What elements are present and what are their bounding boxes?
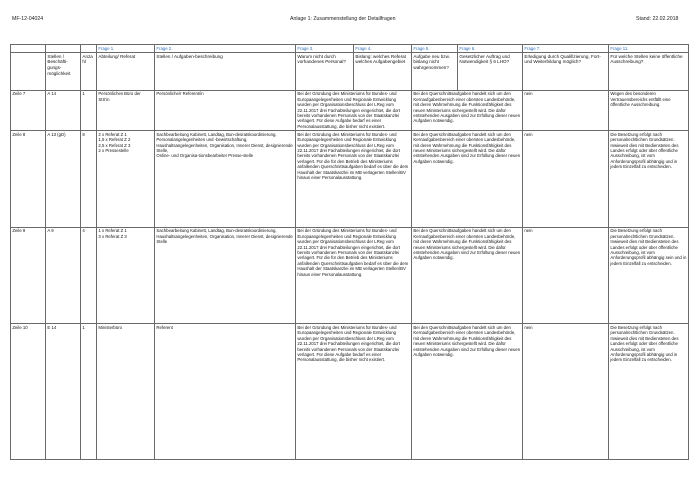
abteilung-cell: Persönliches Büro der StS'in xyxy=(97,90,155,130)
aufgaben-cell: Referent xyxy=(155,324,296,460)
ausschreibung-cell: Wegen des besonderen Vertrauensbereichs entfällt eine öffentliche Ausschreibung. xyxy=(609,90,689,130)
empty-cell xyxy=(46,45,81,53)
document-title: Anlage 1: Zusammenstellung der Detailfragen xyxy=(290,16,396,22)
warum-cell: Bei der Gründung des Ministeriums für Bundes- und Europaangelegenheiten und Regionale Entwicklung wurden per Organisationsbeschluss der LReg vom 22.11.2017 drei Fachabteilungen eingerichtet, die dort bereits vorhandenen Personals von der Staatskanzlei verlagert. Für die für den Betrieb des Ministeriums anfallenden Querschnittsaufgaben bedarf es über die dem Haushalt der Staatskanzlei im MB verlagerten Stellen/BV hinaus einer Personalausstattung. xyxy=(296,131,412,228)
anzahl-cell: 1 xyxy=(81,324,97,460)
neu-cell: Bei den Querschnittsaufgaben handelt sich um den Kernaufgabenbereich einer obersten Landesbehörde, mit deren Wahrnehmung die Funktionsfähigkeit des neuen Ministeriums sichergestellt wird. Die dafür entstehenden Ausgaben sind zur Erfüllung dieser neuen Aufgaben notwendig. xyxy=(412,131,523,228)
frage-label-row xyxy=(11,45,689,53)
warum-cell: Bei der Gründung des Ministeriums für Bundes- und Europaangelegenheiten und Regionale Entwicklung wurden per Organisationsbeschluss der LReg vom 22.11.2017 drei Fachabteilungen eingerichtet, die dort bereits vorhandenen Personals von der Staatskanzlei verlagert. Für diese Aufgabe bedarf es einer Personalausstattung, die bisher nicht existiert. xyxy=(296,324,412,460)
abteilung-cell: 2 x Referat Z 1 1,5 x Referat Z 2 2,5 x Referat Z 3 2 x Pressestelle xyxy=(97,131,155,228)
warum-cell: Bei der Gründung des Ministeriums für Bundes- und Europaangelegenheiten und Regionale Entwicklung wurden per Organisationsbeschluss der LReg vom 22.11.2017 drei Fachabteilungen eingerichtet, die dort bereits vorhandenen Personals von der Staatskanzlei verlagert. Für die für den Betrieb des Ministeriums anfallenden Querschnittsaufgaben bedarf es über die dem Haushalt der Staatskanzlei im MB verlagerten Stellen/BV hinaus einer Personalausstattung. xyxy=(296,227,412,324)
frage-label: Frage 3. xyxy=(296,45,354,53)
column-header-erledigung: Erledigung durch Qualifizierung, Fort- und Weiterbildung möglich? xyxy=(523,53,609,91)
frage-label: Frage 1. xyxy=(97,45,155,53)
frage-label: Frage 4. xyxy=(354,45,412,53)
frage-label: Frage 11. xyxy=(609,45,689,53)
stelle-cell: A 14 xyxy=(46,90,81,130)
table-row xyxy=(11,324,689,460)
aufgaben-cell: Sachbearbeitung Kabinett, Landtag, Bun-desratskoordinierung, Personalangelegenheiten und -bewirtschaftung, Haushaltsangelegenheiten, Organisation, Innerer Dienst, designierende Stelle, Online- und Organisa-tionsbearbeiter Presse-stelle xyxy=(155,131,296,228)
erledigung-cell: nein xyxy=(523,227,609,324)
neu-cell: Bei den Querschnittsaufgaben handelt sich um den Kernaufgabenbereich einer obersten Landesbehörde, mit deren Wahrnehmung die Funktionsfähigkeit des neuen Ministeriums sichergestellt wird. Die dafür entstehenden Ausgaben sind zur Erfüllung dieser neuen Aufgaben notwendig. xyxy=(412,324,523,460)
row-label: Zeile 10 xyxy=(11,324,46,460)
column-header-abteilung: Abteilung/ Referat xyxy=(97,53,155,91)
warum-cell: Bei der Gründung des Ministeriums für Bundes- und Europaangelegenheiten und Regionale Entwicklung wurden per Organisationsbeschluss der LReg vom 22.11.2017 drei Fachabteilungen eingerichtet, die dort bereits vorhandenen Personals von der Staatskanzlei verlagert. Für diese Aufgabe bedarf es einer Personalausstattung, die bisher nicht existiert. xyxy=(296,90,412,130)
frage-label: Frage 2. xyxy=(155,45,296,53)
aufgaben-cell: Persönliche/r Referent/in xyxy=(155,90,296,130)
table-row xyxy=(11,90,689,130)
stelle-cell: E 14 xyxy=(46,324,81,460)
anzahl-cell: 1 xyxy=(81,90,97,130)
row-label: Zeile 9 xyxy=(11,227,46,324)
column-header-auftrag: Gesetzlicher Auftrag und Notwendigkeit § 6 LHO? xyxy=(458,53,523,91)
stelle-cell: A 9 xyxy=(46,227,81,324)
neu-cell: Bei den Querschnittsaufgaben handelt sich um den Kernaufgabenbereich einer obersten Landesbehörde, mit deren Wahrnehmung die Funktionsfähigkeit des neuen Ministeriums sichergestellt wird. Die dafür entstehenden Ausgaben sind zur Erfüllung dieser neuen Aufgaben notwendig. xyxy=(412,90,523,130)
frage-label: Frage 6. xyxy=(458,45,523,53)
anzahl-cell: 4 xyxy=(81,227,97,324)
column-header-neu: Aufgabe neu bzw. bislang nicht wahrgenommen? xyxy=(412,53,458,91)
empty-cell xyxy=(81,45,97,53)
table-row xyxy=(11,131,689,228)
ausschreibung-cell: Die Besetzung erfolgt nach personalrechtlichen Grundsätzen. Inwieweit dies mit Bediensteten des Landes erfolgt oder über öffentliche Ausschreibung, ist vom Anforderungsprofil abhängig sein und in jedem Einzelfall zu entscheiden. xyxy=(609,227,689,324)
anzahl-cell: 8 xyxy=(81,131,97,228)
frage-label: Frage 7. xyxy=(523,45,609,53)
table-row xyxy=(11,227,689,324)
column-header-anzahl: Anzahl xyxy=(81,53,97,91)
document-date: Stand: 22.02.2018 xyxy=(636,16,679,22)
empty-cell xyxy=(11,45,46,53)
column-header-stellen: Stellen / Beschäfti-gungs-möglichkeit xyxy=(46,53,81,91)
detail-questions-table xyxy=(10,44,689,460)
frage-label: Frage 5. xyxy=(412,45,458,53)
column-header-bislang: Bislang: welches Referat welches Aufgabengebiet xyxy=(354,53,412,91)
neu-cell: Bei den Querschnittsaufgaben handelt sich um den Kernaufgabenbereich einer obersten Landesbehörde, mit deren Wahrnehmung die Funktionsfähigkeit des neuen Ministeriums sichergestellt wird. Die dafür entstehenden Ausgaben sind zur Erfüllung dieser neuen Aufgaben notwendig. xyxy=(412,227,523,324)
erledigung-cell: nein xyxy=(523,131,609,228)
stelle-cell: A 13 (gD) xyxy=(46,131,81,228)
row-label: Zeile 7 xyxy=(11,90,46,130)
erledigung-cell: nein xyxy=(523,324,609,460)
column-header-aufgaben: Stellen / Aufgaben-beschreibung xyxy=(155,53,296,91)
abteilung-cell: Ministerbüro xyxy=(97,324,155,460)
erledigung-cell: nein xyxy=(523,90,609,130)
ausschreibung-cell: Die Besetzung erfolgt nach personalrechtlichen Grundsätzen. Inwieweit dies mit Bediensteten des Landes erfolgt oder über öffentliche Ausschreibung, ist vom Anforderungsprofil abhängig und in jedem Einzelfall zu entscheiden. xyxy=(609,131,689,228)
column-header-ausschreibung: Für welche Stellen keine öffentliche Ausschreibung? xyxy=(609,53,689,91)
abteilung-cell: 1 x Referat Z 1 3 x Referat Z 3 xyxy=(97,227,155,324)
empty-cell xyxy=(11,53,46,91)
row-label: Zeile 8 xyxy=(11,131,46,228)
aufgaben-cell: Sachbearbeitung Kabinett, Landtag, Bun-desratskoordinierung, Haushaltsangelegenheiten, Organisation, Innerer Dienst, designierende Stelle xyxy=(155,227,296,324)
column-header-row xyxy=(11,53,689,91)
ausschreibung-cell: Die Besetzung erfolgt nach personalrechtlichen Grundsätzen. Inwieweit dies mit Bediensteten des Landes erfolgt oder über öffentliche Ausschreibung, ist vom Anforderungsprofil abhängig und in jedem Einzelfall zu entscheiden. xyxy=(609,324,689,460)
document-id: MF-12-04024 xyxy=(12,16,44,22)
column-header-warum: Warum nicht durch vorhandenes Personal? xyxy=(296,53,354,91)
